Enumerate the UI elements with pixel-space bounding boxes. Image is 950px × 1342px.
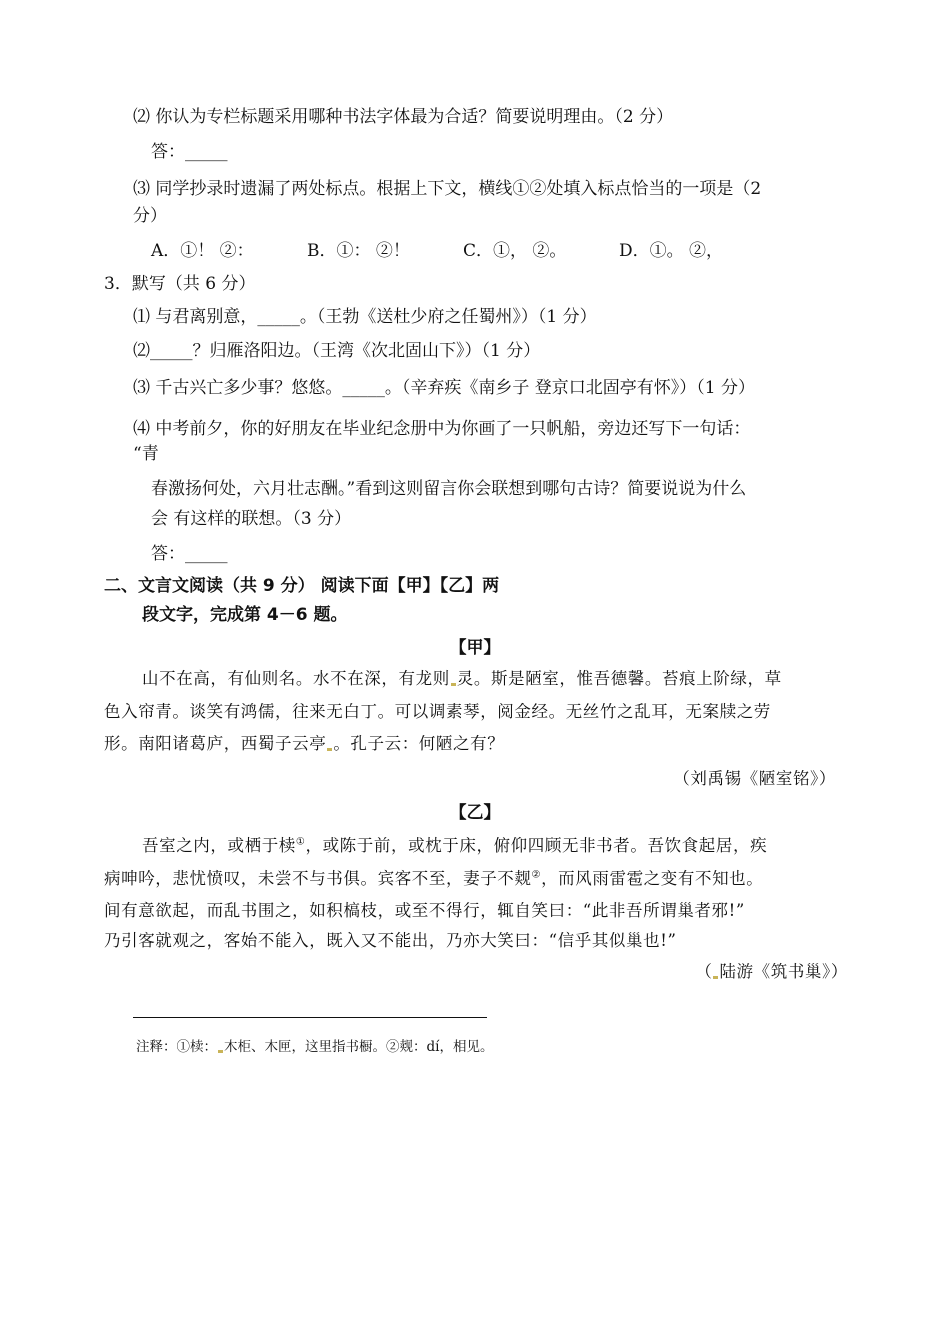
answer-line: 答：_____ bbox=[151, 142, 228, 162]
question-3-item4-line1: ⑷ 中考前夕，你的好朋友在毕业纪念册中为你画了一只帆船，旁边还写下一句话： bbox=[133, 419, 751, 439]
passage-yi-line2: 病呻吟，悲忧愤叹，未尝不与书俱。宾客不至，妻子不觌②，而风雨雷雹之变有不知也。 bbox=[104, 869, 764, 888]
answer-line: 答：_____ bbox=[151, 544, 228, 564]
passage-yi-source: （ 陆游《筑书巢》） bbox=[695, 962, 848, 981]
option-c: C．①， ②。 bbox=[463, 241, 567, 261]
passage-jia-line3: 形。南阳诸葛庐，西蜀子云亭 。孔子云：何陋之有？ bbox=[104, 734, 505, 753]
section-2-heading: 二、文言文阅读（共 9 分） 阅读下面【甲】【乙】两 bbox=[104, 576, 500, 596]
question-2-3-line1: ⑶ 同学抄录时遗漏了两处标点。根据上下文，横线①②处填入标点恰当的一项是（2 bbox=[133, 179, 762, 199]
question-2-3-line2: 分） bbox=[133, 206, 167, 226]
question-3-item1: ⑴ 与君离别意，_____。（王勃《送杜少府之任蜀州》）（1 分） bbox=[133, 307, 597, 327]
question-3-item4-line4: 会 有这样的联想。（3 分） bbox=[151, 509, 352, 529]
passage-jia-line1: 山不在高，有仙则名。水不在深，有龙则 灵。斯是陋室，惟吾德馨。苔痕上阶绿，草 bbox=[142, 669, 782, 688]
question-3-item2: ⑵_____？归雁洛阳边。（王湾《次北固山下》）（1 分） bbox=[133, 341, 541, 361]
question-3-item3: ⑶ 千古兴亡多少事？悠悠。_____。（辛弃疾《南乡子 登京口北固亭有怀》）（1 分） bbox=[133, 378, 756, 398]
passage-yi-label: 【乙】 bbox=[449, 803, 501, 823]
annotation-mark bbox=[451, 683, 456, 686]
passage-jia-line2: 色入帘青。谈笑有鸿儒，往来无白丁。可以调素琴，阅金经。无丝竹之乱耳，无案牍之劳 bbox=[104, 702, 771, 721]
footnote: 注释：①椟： 木柜、木匣，这里指书橱。②觌：dí，相见。 bbox=[136, 1039, 494, 1055]
question-3-heading: 3．默写（共 6 分） bbox=[104, 274, 256, 294]
passage-yi-line1: 吾室之内，或栖于椟①，或陈于前，或枕于床，俯仰四顾无非书者。吾饮食起居，疾 bbox=[142, 836, 768, 855]
option-b: B．①： ②！ bbox=[307, 241, 410, 261]
footnote-divider bbox=[133, 1017, 487, 1018]
footnote-ref-1: ① bbox=[295, 836, 306, 848]
question-2-2: ⑵ 你认为专栏标题采用哪种书法字体最为合适？简要说明理由。（2 分） bbox=[133, 107, 674, 127]
option-d: D．①。 ②， bbox=[619, 241, 724, 261]
option-a: A．①！ ②： bbox=[151, 241, 254, 261]
annotation-mark bbox=[327, 748, 332, 751]
question-3-item4-line3: 春激扬何处，六月壮志酬。”看到这则留言你会联想到哪句古诗？简要说说为什么 bbox=[151, 479, 747, 499]
annotation-mark bbox=[218, 1050, 223, 1053]
annotation-mark bbox=[713, 976, 718, 979]
question-3-item4-line2: “青 bbox=[133, 444, 159, 464]
passage-yi-line3: 间有意欲起，而乱书围之，如积槁枝，或至不得行，辄自笑曰：“此非吾所谓巢者邪!” bbox=[104, 901, 745, 920]
footnote-ref-2: ② bbox=[531, 869, 542, 881]
passage-jia-source: （刘禹锡《陋室铭》） bbox=[673, 769, 836, 788]
section-2-heading-line2: 段文字，完成第 4－6 题。 bbox=[142, 605, 348, 625]
passage-yi-line4: 乃引客就观之，客始不能入，既入又不能出，乃亦大笑曰：“信乎其似巢也!” bbox=[104, 931, 677, 950]
passage-jia-label: 【甲】 bbox=[449, 638, 501, 658]
